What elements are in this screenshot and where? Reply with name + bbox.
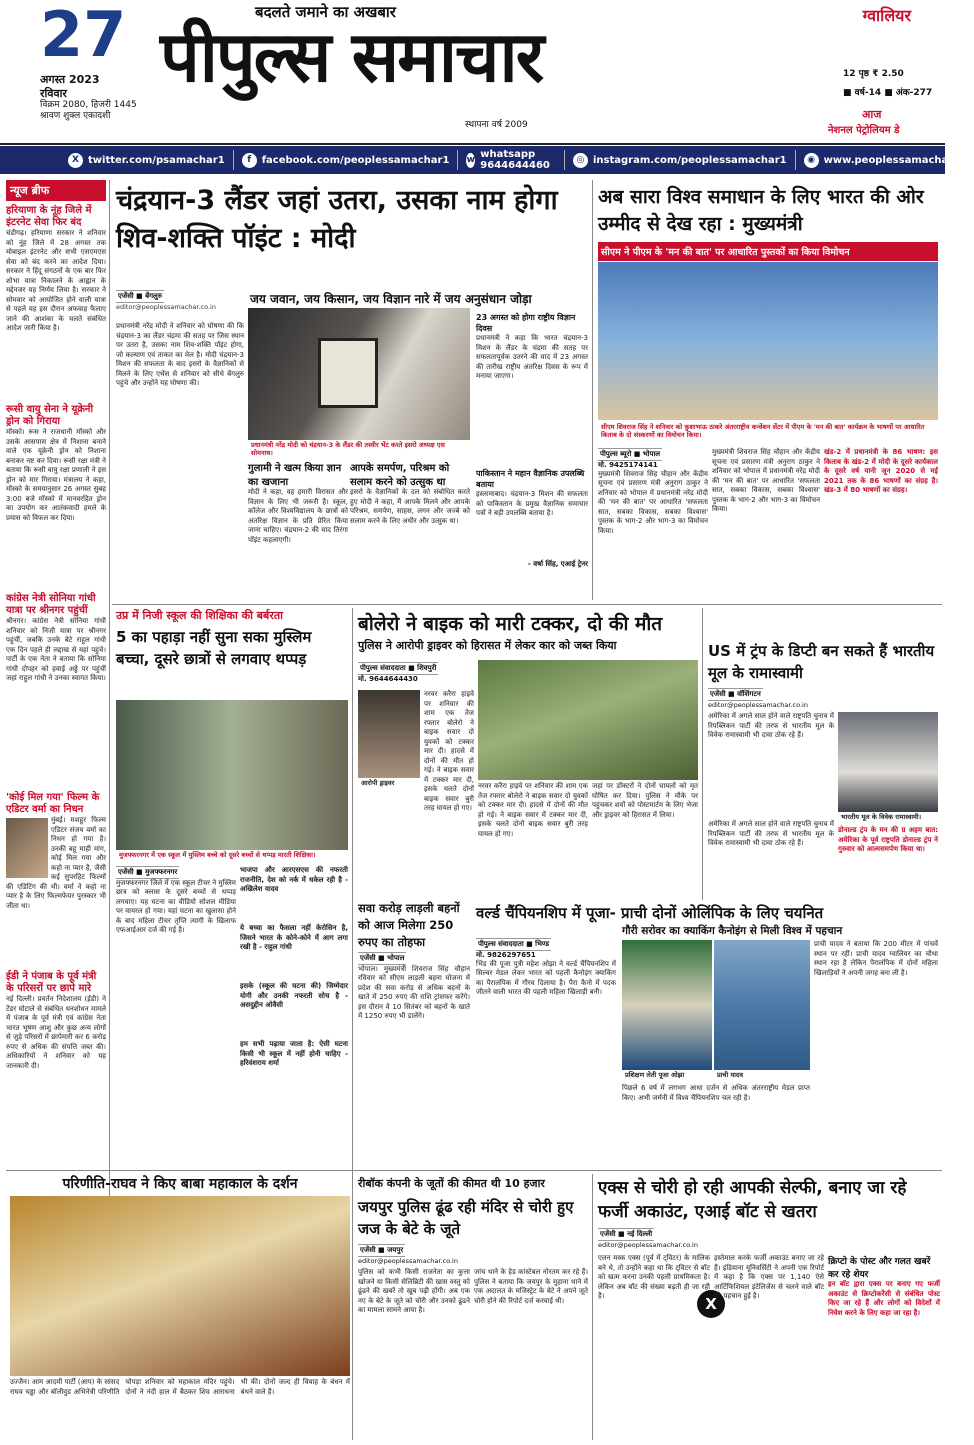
brief-title: हरियाणा के नूंह जिले में इंटरनेट सेवा फिर बंद [6, 205, 92, 228]
year-issue: ■ वर्ष-14 ■ अंक-277 [843, 88, 933, 98]
selfie-body: एलन मस्क एक्स (पूर्व में ट्विटर) के मालिक बने थे, तो उन्होंने कहा था कि ट्विटर से बॉट को खत्म करना उनकी पहली प्राथमिकता है। लेकिन अब बॉट की संख्या बढ़ती ही जा रही है। [598, 1254, 710, 1300]
selfie-headline[interactable]: एक्स से चोरी हो रही आपकी सेल्फी, बनाए जा रहे फर्जी अकाउंट, एआई बॉट से खतरा [598, 1178, 907, 1222]
cm-body: मुख्यमंत्री शिवराज सिंह चौहान और केंद्रीय सूचना एवं प्रसारण मंत्री अनुराग ठाकुर ने शनिवार को भोपाल में प्रधानमंत्री नरेंद्र मोदी की 'मन की बात' पर आधारित 'सफलता सात, सबका विकास, सबका विश्वास' पुस्तक के भाग-2 और भाग-3 का विमोचन किया। [598, 469, 708, 535]
brief-title: रूसी वायु सेना ने यूक्रेनी ड्रोन को गिराया [6, 404, 94, 427]
brief-body: श्रीनगर। कांग्रेस नेत्री सोनिया गांधी शनिवार को निजी यात्रा पर श्रीनगर पहुंचीं, जबकि उनके बेटे राहुल गांधी एक दिन पहले ही लद्दाख से यहां पहुंचे। पार्टी के एक नेता ने बताया कि सोनिया गांधी दोपहर को हवाई अड्डे पर पहुंचीं जहां राहुल गांधी ने उनका स्वागत किया। [6, 617, 106, 682]
bolero-byline-box: पीपुल्स संवाददाता ■ शिवपुरी मो. 9644644430 [358, 664, 437, 683]
instagram-link[interactable]: ◎ instagram.com/peoplessamachar1 [565, 150, 796, 170]
mahakal-photo[interactable] [10, 1196, 350, 1376]
news-brief-column [6, 180, 106, 1265]
date-day: रविवार [40, 87, 67, 100]
brief-title: 'कोई मिल गया' फिल्म के एडिटर वर्मा का निधन [6, 792, 100, 815]
jaipur-headline[interactable]: जयपुर पुलिस ढूंढ रही मंदिर से चोरी हुए जज के बेटे के जूते [358, 1198, 574, 1238]
founded-year: स्थापना वर्ष 2009 [465, 120, 528, 130]
pooja-caption: प्रशिक्षण लेती पूजा ओझा [622, 1070, 712, 1080]
world-subhead: गौरी सरोवर का क्याकिंग कैनोइंग से मिली विश्व में पहचान [622, 925, 843, 937]
jaipur-body: पुलिस को कभी किसी राजनेता का कुत्ता खोजने या किसी सेलिब्रिटी की खास वस्तु को ढूंढने की खबरें तो खूब पढ़ी होंगी। अब एक नए के बेटे के जूते को चोरी और उनको ढूंढने का मामला सामने आया है। [358, 1268, 470, 1314]
brief-body: चंडीगढ़। हरियाणा सरकार ने शनिवार को नूंह जिले में 28 अगस्त तक मोबाइल इंटरनेट और सभी एसएमएस सेवा को बंद करने का आदेश दिया। सरकार ने हिंदू संगठनों के एक बार फिर शोभा यात्रा निकालने के आह्वान के मद्देनजर यह निर्णय लिया है। सरकार ने सोमवार को आयोजित होने वाली यात्रा से पहले यह इस दौरान अफवाह फैलाए जाने की आशंका के चलते संबंधित आदेश जारी किया है। [6, 229, 106, 332]
lead-photo-caption: प्रधानमंत्री नरेंद्र मोदी को चंद्रयान-3 के लैंडर की तस्वीर भेंट करते इसरो अध्यक्ष एस सोमनाथ। [248, 440, 470, 458]
school-photo[interactable] [116, 700, 348, 850]
school-body-box: एजेंसी ■ मुजफ्फरनगर मुजफ्फरनगर जिले में एक स्कूल टीचर ने मुस्लिम छात्र को क्लास के दूसरे बच्चों से थप्पड़ लगवाए। यह घटना का वीडियो सोशल मीडिया पर वायरल हो गया। यहां घटना का खुलासा होने के बाद महिला टीचर तृप्ति त्यागी के खिलाफ एफआईआर दर्ज की गई है। [116, 866, 236, 1139]
column-divider [592, 180, 593, 600]
tagline: बदलते जमाने का अखबार [255, 3, 396, 21]
world-body2: पिछले 6 वर्ष में लगभग आधा दर्जन से अधिक अंतरराष्ट्रीय मेडल प्राप्त किए। अभी जर्मनी में विश्व चैंपियनशिप चल रही है। [622, 1084, 810, 1102]
cm-subhead: सीएम ने पीएम के 'मन की बात' पर आधारित पुस्तकों का किया विमोचन [598, 242, 938, 261]
jaipur-body2: जांच थाने के हेड कांस्टेबल नोरतम कर रहे हैं। पुलिस ने बताया कि जयपुर के मुहाना थाने में एक अदालत के मजिस्ट्रेट के बेटे ने अपने जूते चोरी होने की रिपोर्ट दर्ज करवाई थी। [474, 1268, 588, 1305]
cm-photo[interactable] [598, 262, 938, 420]
column-divider [702, 608, 703, 900]
lead-sub1: गुलामी ने खत्म किया ज्ञान का खजाना मोदी ने कहा, वह हमारी विरासत और विज्ञान के लिए भी जरूरी है। स्कूल, कॉलेज और विश्वविद्यालय के छात्रों को अंतरिक्ष विज्ञान के प्रति प्रेरित किया जाना चाहिए। चंद्रयान-2 की याद तिरंगा पॉइंट कहलाएगी। [248, 463, 348, 544]
lead-photo[interactable] [248, 308, 470, 455]
world-headline[interactable]: वर्ल्ड चैंपियनशिप में पूजा- प्राची दोनों ओलिंपिक के लिए चयनित [476, 904, 824, 922]
brief-item[interactable] [6, 971, 106, 1155]
school-caption: मुजफ्फरनगर में एक स्कूल में मुस्लिम बच्चे को दूसरे बच्चों से थप्पड़ मारती शिक्षिका। [116, 850, 348, 860]
pooja-photo[interactable] [622, 940, 712, 1070]
brief-item[interactable] [6, 593, 106, 787]
brief-item[interactable] [6, 205, 106, 399]
school-body: मुजफ्फरनगर जिले में एक स्कूल टीचर ने मुस्लिम छात्र को क्लास के दूसरे बच्चों से थप्पड़ लगवाए। यह घटना का वीडियो सोशल मीडिया पर वायरल हो गया। यहां घटना का खुलासा होने के बाद महिला टीचर तृप्ति त्यागी के खिलाफ एफआईआर दर्ज की गई है। [116, 878, 236, 935]
instagram-icon: ◎ [573, 153, 588, 168]
brief-body: मॉस्को। रूस ने राजधानी मॉस्को और उसके आसपास क्षेत्र में निशाना बनाने वाले एक यूक्रेनी ड्रोन को निशाना बनाकर नष्ट कर दिया। रूसी रक्षा मंत्री ने बताया कि रूसी वायु रक्षा प्रणाली ने इस ड्रोन को मार गिराया। मंत्रालय ने कहा, मॉस्को के समयानुसार 26 अगस्त सुबह 3:00 बजे मॉस्को में मानवरहित ड्रोन का उपयोग कर आतंकवादी हमले के प्रयास को विफल कर दिया। [6, 428, 106, 522]
lead-side-column: 23 अगस्त को होगा राष्ट्रीय विज्ञान दिवस प्रधानमंत्री ने कहा कि भारत चंद्रयान-3 मिशन के लैंडर के चंद्रमा की सतह पर सफलतापूर्वक उतरने की याद में 23 अगस्त की तारीख राष्ट्रीय अंतरिक्ष दिवस के रूप में मनाया जाएगा। पाकिस्तान ने महान वैज्ञानिक उपलब्धि बताया इस्लामाबाद। चंद्रयान-3 मिशन की सफलता को पाकिस्तान के प्रमुख वैज्ञानिक समाचार पत्रों ने बड़ी उपलब्धि बताया है। - वर्षा सिंह, एआई ट्रेनर [476, 313, 588, 568]
brief-item[interactable] [6, 404, 106, 588]
world-body3: प्राची यादव ने बताया कि 200 मीटर में पांचवें स्थान पर रहीं। प्राची यादव ग्वालियर का चौथा स्थान रहा है लेकिन पैरालंपिक में दोनों महिला खिलाड़ियों ने अपनी जगह बना ली है। [814, 940, 938, 977]
news-brief-header: न्यूज ब्रीफ [6, 180, 106, 201]
brief-title: कांग्रेस नेत्री सोनिया गांधी यात्रा पर श्रीनगर पहुंचीं [6, 593, 96, 616]
ladli-headline[interactable]: सवा करोड़ लाड़ली बहनों को आज मिलेगा 250 रुपए का तोहफा [358, 901, 460, 949]
x-icon: X [68, 153, 83, 168]
school-quotes: भाजपा और आरएसएस की नफरती राजनीति, देश को नर्क में धकेल रही है - अखिलेश यादव ये बच्चा का फैसला नहीं केरोसिन है, जिसने भारत के कोने-कोने में आग लगा रखी है - राहुल गांधी इसके (स्कूल की घटना की) जिम्मेदार योगी और उनकी नफरती सोच है - असदुद्दीन ओवैसी हम सभी पढ़ाया जाता है: ऐसी घटना किसी भी स्कूल में नहीं होनी चाहिए - हरिवंशराय शर्मा [240, 866, 348, 1067]
ramaswamy-body: अमेरिका में अगले साल होने वाले राष्ट्रपति चुनाव में रिपब्लिकन पार्टी की तरफ से भारतीय मूल के विवेक रामास्वामी भी दावा ठोक रहे हैं। [708, 712, 834, 739]
world-byline-box: पीपुल्स संवाददाता ■ भिण्ड मो. 9826297651 भिंड की पूजा पुत्री महेश ओझा ने वर्ल्ड चैंपियनशिप में सिल्वर मेडल लेकर भारत को पहली कैनोइंग क्याकिंग का पैरालंपिक में गौरव दिलाया है। पैरा कैनो में पदक जीतने वाली भारत की पहली महिला खिलाड़ी बनी। [476, 938, 616, 1185]
lead-body: प्रधानमंत्री नरेंद्र मोदी ने शनिवार को घोषणा की कि चंद्रयान-3 का लैंडर चंद्रमा की सतह पर जिस स्थान पर उतरा है, उसका नाम शिव-शक्ति पॉइंट होगा, जो कल्याण एवं ताकत का मेल है। मोदी चंद्रयान-3 मिशन की सफलता के बाद इसरो के वैज्ञानिकों से मिलने के लिए एथेंस से शनिवार को सीधे बेंगलुरु पहुंचे और उन्होंने यह घोषणा की। [116, 322, 244, 387]
accused-caption: आरोपी ड्राइवर [358, 778, 420, 788]
brief-item[interactable] [6, 792, 106, 966]
jaipur-kicker: रीबॉक कंपनी के जूतों की कीमत थी 10 हजार [358, 1177, 545, 1190]
date-vikram: विक्रम 2080, हिजरी 1445 [40, 100, 137, 110]
brief-body: मुंबई। मशहूर फिल्म एडिटर संजय वर्मा का निधन हो गया है। उनकी बहू माही मांग, कोई मिल गया और कहो ना प्यार है, जैसी कई सुपरहिट फिल्मों की एडिटिंग की थी। वर्मा ने कहो ना प्यार है के लिए फिल्मफेयर पुरस्कार भी जीता था। [6, 816, 106, 910]
twitter-link[interactable]: X twitter.com/psamachar1 [60, 150, 234, 170]
lander-frame [318, 338, 378, 408]
whatsapp-icon: w [466, 153, 475, 168]
bolero-subhead: पुलिस ने आरोपी ड्राइवर को हिरासत में लेकर कार को जब्त किया [358, 639, 617, 652]
today-label: आज [862, 108, 882, 121]
date-number: 27 [40, 0, 127, 71]
selfie-side: क्रिप्टो के पोस्ट और गलत खबरें कर रहे शेयर इन बॉट द्वारा एक्स पर बनाए गए फर्जी अकाउंट से क्रिप्टोकरेंसी से संबंधित पोस्ट किए जा रहे हैं और लोगों को विदेशों में निवेश करने के लिए कहा जा रहा है। [828, 1257, 940, 1317]
bolero-body3: जहां पर डॉक्टरों ने दोनों घायलों को मृत घोषित कर दिया। पुलिस ने मौके पर पहुंचकर शवों को पोस्टमार्टम के लिए भेजा और ड्राइवर को हिरासत में लिया। [592, 782, 698, 819]
selfie-body2: इस्तेमाल करके फर्जी अकाउंट बनाए जा रहे हैं। इंडियाना यूनिवर्सिटी ने अपनी एक रिपोर्ट में कहा है कि एक्स पर 1,140 ऐसे आर्टिफिशियल इंटेलिजेंस से चलने वाले बॉट की पहचान हुई है। [714, 1254, 824, 1300]
brief-body: नई दिल्ली। प्रवर्तन निदेशालय (ईडी) ने टेंडर घोटाले से संबंधित धनशोधन मामले में पंजाब के पूर्व मंत्री एवं कांग्रेस नेता भारत भूषण आशु और कुछ अन्य लोगों से जुड़े परिसरों में छापेमारी कर 6 करोड़ रुपए से अधिक की संपत्ति जब्त की। अधिकारियों ने शनिवार को यह जानकारी दी। [6, 995, 106, 1070]
globe-icon: ◉ [804, 153, 819, 168]
ramaswamy-sub: डोनाल्ड ट्रंप के मन की ग्र अहम बात: अमेरिका के पूर्व राष्ट्रपति डोनाल्ड ट्रंप ने गुरुवार को आत्मसमर्पण किया था। [838, 826, 938, 853]
website-link[interactable]: ◉ www.peoplessamachar.in [796, 150, 974, 170]
cm-body2: मुख्यमंत्री शिवराज सिंह चौहान और केंद्रीय सूचना एवं प्रसारण मंत्री अनुराग ठाकुर ने शनिवार को भोपाल में प्रधानमंत्री नरेंद्र मोदी की 'मन की बात' पर आधारित 'सफलता सात, सबका विकास, सबका विश्वास' पुस्तक के भाग-2 और भाग-3 का विमोचन किया। [712, 448, 820, 513]
accident-photo[interactable] [478, 660, 698, 780]
prachi-photo[interactable] [714, 940, 810, 1070]
lead-byline: एजेंसी ■ बेंगलुरु [116, 290, 164, 303]
ramaswamy-body2: अमेरिका में अगले साल होने वाले राष्ट्रपति चुनाव में रिपब्लिकन पार्टी की तरफ से भारतीय मूल के विवेक रामास्वामी भी दावा ठोक रहे हैं। [708, 820, 834, 847]
cm-headline[interactable]: अब सारा विश्व समाधान के लिए भारत की ओर उम्मीद से देख रहा : मुख्यमंत्री [598, 186, 924, 235]
mahakal-headline[interactable]: परिणीति-राघव ने किए बाबा महाकाल के दर्शन [62, 1176, 298, 1192]
bolero-body2: नरवर करैरा हाइवे पर शनिवार की शाम एक तेज रफ्तार बोलेरो ने बाइक सवार दो युवकों को टक्कर मार दी। हादसे में दोनों की मौत हो गई। ने बाइक सवार में टक्कर मार दी, इसके चलते दोनों बाइक सवार बुरी तरह घायल हो गए। [478, 782, 588, 838]
cm-side-note: खंड-2 में प्रधानमंत्री के 86 भाषण: इस किताब के खंड-2 में मोदी के दूसरे कार्यकाल के दूसरे वर्ष यानी जून 2020 से मई 2021 तक के 86 भाषणों का संग्रह है। खंड-3 में 80 भाषणों का संग्रह। [824, 448, 938, 494]
masthead [0, 0, 945, 145]
selfie-byline-box: एजेंसी ■ नई दिल्ली editor@peoplessamachar.co.in [598, 1230, 698, 1249]
school-headline[interactable]: 5 का पहाड़ा नहीं सुना सका मुस्लिम बच्चा, दूसरे छात्रों से लगवाए थप्पड़ [116, 628, 312, 668]
prachi-caption: प्राची यादव [714, 1070, 810, 1080]
ramaswamy-photo[interactable] [838, 712, 938, 812]
bolero-headline[interactable]: बोलेरो ने बाइक को मारी टक्कर, दो की मौत [358, 613, 663, 635]
brief-title: ईडी ने पंजाब के पूर्व मंत्री के परिसरों पर छापे मारे [6, 971, 97, 994]
brand-logo[interactable]: पीपुल्स समाचार [160, 16, 543, 98]
row-divider [6, 1170, 942, 1171]
obituary-photo [6, 818, 48, 878]
ramaswamy-headline[interactable]: US में ट्रंप के डिप्टी बन सकते हैं भारतीय मूल के रामास्वामी [708, 642, 935, 682]
column-divider [352, 608, 353, 1266]
lead-sub2: आपके समर्पण, परिश्रम को सलाम करने को उत्सुक था इसरो के वैज्ञानिकों के दल को संबोधित करते हुए मोदी ने कहा, मैं आपके मिलने और आपके परिश्रम, समर्पण, साहस, लगन और जज्बे को सलाम करने के लिए अधीर और उत्सुक था। [350, 463, 470, 525]
whatsapp-link[interactable]: w whatsapp 9644644460 [458, 150, 565, 170]
facebook-link[interactable]: f facebook.com/peoplessamachar1 [234, 150, 459, 170]
jaipur-byline-box: एजेंसी ■ जयपुर editor@peoplessamachar.co.in [358, 1246, 458, 1265]
accused-photo[interactable] [358, 690, 420, 778]
social-strip [0, 146, 967, 174]
facebook-icon: f [242, 153, 257, 168]
x-logo-icon: X [697, 1290, 725, 1318]
lead-slogan: जय जवान, जय किसान, जय विज्ञान नारे में जय अनुसंधान जोड़ा [250, 292, 532, 306]
bolero-body: नरवर करैरा हाइवे पर शनिवार की शाम एक तेज रफ्तार बोलेरो ने बाइक सवार दो युवकों को टक्कर मार दी। हादसे में दोनों की मौत हो गई। ने बाइक सवार में टक्कर मार दी, इसके चलते दोनों बाइक सवार बुरी तरह घायल हो गए। [424, 690, 474, 812]
date-month: अगस्त 2023 [40, 73, 100, 86]
world-body: भिंड की पूजा पुत्री महेश ओझा ने वर्ल्ड चैंपियनशिप में सिल्वर मेडल लेकर भारत को पहली कैनोइंग क्याकिंग का पैरालंपिक में गौरव दिलाया है। पैरा कैनो में पदक जीतने वाली भारत की पहली महिला खिलाड़ी बनी। [476, 959, 616, 996]
ramaswamy-caption: भारतीय मूल के विवेक रामास्वामी। [838, 812, 938, 822]
lead-headline[interactable]: चंद्रयान-3 लैंडर जहां उतरा, उसका नाम होगा शिव-शक्ति पॉइंट : मोदी [116, 185, 558, 254]
pages-price: 12 पृष्ठ ₹ 2.50 [843, 69, 904, 79]
today-event: नेशनल पेट्रोलियम डे [828, 125, 900, 136]
ramaswamy-byline-box: एजेंसी ■ वॉशिंगटन editor@peoplessamachar.co.in [708, 690, 808, 709]
lead-email: editor@peoplessamachar.co.in [116, 302, 216, 311]
ladli-body: भोपाल। मुख्यमंत्री शिवराज सिंह चौहान रविवार को सीएम लाड़ली बहना योजना में प्रदेश की सवा करोड़ से अधिक बहनों के खाते में 250 रुपए की राशि ट्रांसफर करेंगे। इस दौरान वे 10 सितंबर को बहनों के खाते में 1250 रुपए भी डालेंगे। [358, 964, 470, 1021]
lead-byline-box [116, 290, 246, 311]
ladli-body-box: एजेंसी ■ भोपाल भोपाल। मुख्यमंत्री शिवराज सिंह चौहान रविवार को सीएम लाड़ली बहना योजना में प्रदेश की सवा करोड़ से अधिक बहनों के खाते में 250 रुपए की राशि ट्रांसफर करेंगे। इस दौरान वे 10 सितंबर को बहनों के खाते में 1250 रुपए भी डालेंगे। [358, 952, 470, 1195]
column-divider [592, 1174, 593, 1440]
edition-city: ग्वालियर [862, 6, 911, 25]
date-shravan: श्रावण शुक्ल एकादशी [40, 111, 111, 121]
cm-caption: सीएम शिवराज सिंह ने शनिवार को कुशाभाऊ ठाकरे अंतरराष्ट्रीय कन्वेंशन सेंटर में पीएम के 'मन की बात' कार्यक्रम के भाषणों पर आधारित किताब के दो संस्करणों का विमोचन किया। [598, 422, 938, 440]
cm-byline-box: पीपुल्स ब्यूरो ■ भोपाल मो. 9425174141 मुख्यमंत्री शिवराज सिंह चौहान और केंद्रीय सूचना एवं प्रसारण मंत्री अनुराग ठाकुर ने शनिवार को भोपाल में प्रधानमंत्री नरेंद्र मोदी की 'मन की बात' पर आधारित 'सफलता सात, सबका विकास, सबका विश्वास' पुस्तक के भाग-2 और भाग-3 का विमोचन किया। [598, 448, 708, 595]
mahakal-body: उज्जैन। आम आदमी पार्टी (आप) के सांसद राघव चड्ढा और बॉलीवुड अभिनेत्री परिणीति चोपड़ा शनिवार को महाकाल मंदिर पहुंचे। दोनों ने नंदी हाल में बैठकर शिव आराधना भी की। दोनों जल्द ही विवाह के बंधन में बंधने वाले हैं। [10, 1378, 350, 1396]
row-divider [112, 604, 942, 605]
school-kicker: उप्र में निजी स्कूल की शिक्षिका की बर्बरता [116, 609, 283, 622]
column-divider [352, 1174, 353, 1440]
column-divider [109, 180, 110, 1265]
